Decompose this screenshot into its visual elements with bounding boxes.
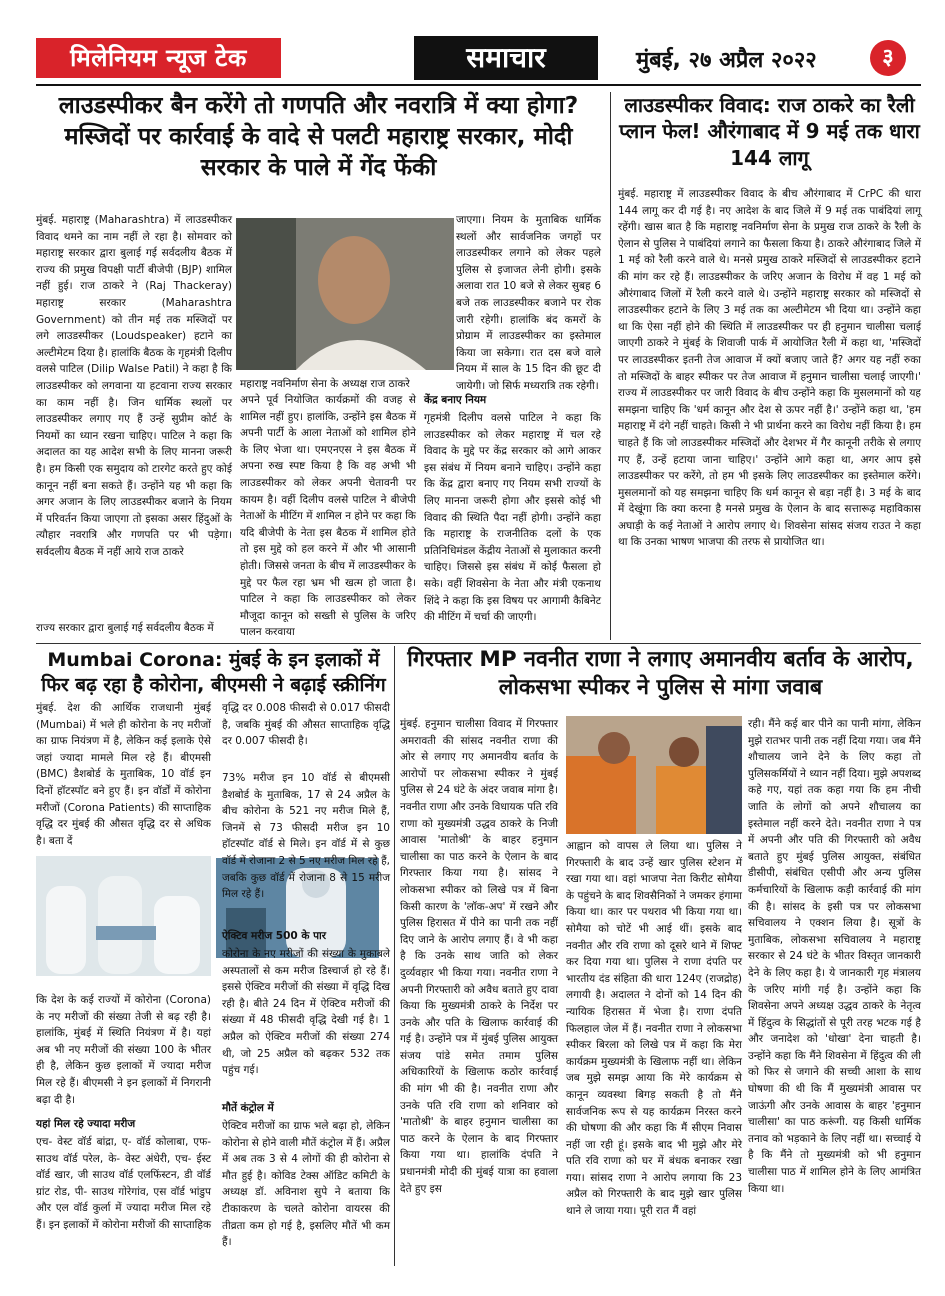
story1-subhead: केंद्र बनाए नियम xyxy=(424,394,487,406)
photo-caption: महाराष्ट्र नवनिर्माण सेना के अध्यक्ष राज ठाकरे xyxy=(240,378,410,390)
story3-subhead3: मौतें कंट्रोल में xyxy=(222,1102,274,1114)
story1-col3: गृहमंत्री दिलीप वलसे पाटिल ने कहा कि लाउडस्पीकर को लेकर महाराष्ट्र में चल रहे विवाद के मुद्दे पर केंद्र सरकार को आगे आकर इस संबंध में नियम बनाने चाहिए। उन्होंने कहा कि केंद्र द्वारा बनाए गए नियम सभी राज्यों के लिए मानना जरूरी होगा और इससे कोई भी विवाद की स्थिति पैदा नहीं होगी। उन्होंने कहा कि महाराष्ट्र के राजनीतिक दलों के एक प्रतिनिधिमंडल केंद्रीय नेताओं से मुलाकात करनी चाहिए। जिससे इस संबंध में कोई फैसला हो सके। वहीं शिवसेना के नेता और मंत्री एकनाथ शिंदे ने कहा कि इस विषय पर आगामी कैबिनेट की मीटिंग में चर्चा की जाएगी। xyxy=(424,412,601,624)
story3-col1-top: मुंबई. देश की आर्थिक राजधानी मुंबई (Mumbai) में भले ही कोरोना के नए मरीजों का ग्राफ नियंत्रण में है, लेकिन कई इलाके ऐसे जहां ज्यादा मामले मिल रहे हैं। बीएमसी (BMC) डैशबोर्ड के मुताबिक, 10 वॉर्ड इन दिनों हॉटस्पॉट बने हुए हैं। इन वॉर्डों में कोरोना मरीजों (Corona Patients) की साप्ताहिक वृद्धि दर मुंबई की औसत वृद्धि दर से अधिक है। बता दें xyxy=(36,702,211,847)
story1-col1-text: मुंबई. महाराष्ट्र (Maharashtra) में लाउडस्पीकर विवाद थमने का नाम नहीं ले रहा है। सोमवार को महाराष्ट्र सरकार द्वारा बुलाई गई सर्वदलीय बैठक में राज्य की प्रमुख विपक्षी पार्टी बीजेपी (BJP) शामिल नहीं हुई। राज ठाकरे ने (Raj Thackeray) महाराष्ट्र सरकार (Maharashtra Government) को तीन मई तक मस्जिदों पर लगे लाउडस्पीकर (Loudspeaker) हटाने का अल्टीमेटम दिया है। हालांकि बैठक के गृहमंत्री दिलीप वलसे पाटिल (Dilip Walse Patil) ने कहा है कि लाउडस्पीकर को लगवाना या हटवाना राज्य सरकार का काम नहीं है। जिन धार्मिक स्थलों पर लाउडस्पीकर लगाए गए हैं उन्हें सुप्रीम कोर्ट के नियमों का ध्यान रखना चाहिए। पाटिल ने कहा कि अदालत का यह आदेश सभी के लिए मानना जरूरी है। हम किसी एक समुदाय को टारगेट करते हुए कोई कानून नहीं बना सकते हैं। उन्होंने यह भी कहा कि अगर अजान के लिए लाउडस्पीकर बजाने के नियम में परिवर्तन किया जाएगा तो इसका असर हिंदुओं के त्यौहार नवरात्रि और गणपति पर भी पड़ेगा। सर्वदलीय बैठक में नहीं आये राज ठाकरे xyxy=(36,214,233,558)
story3-subhead1: यहां मिल रहे ज्यादा मरीज xyxy=(36,1118,136,1130)
column-divider xyxy=(394,646,395,1266)
story3-col2-p4: ऐक्टिव मरीजों का ग्राफ भले बढ़ा हो, लेकिन कोरोना से होने वाली मौतें कंट्रोल में हैं। अप्रैल में अब तक 3 से 4 लोगों की ही कोरोना से मौत हुई है। कोविड टेक्स ऑडिट कमिटी के अध्यक्ष डॉ. अविनाश सुपे ने बताया कि टीकाकरण के चलते कोरोना वायरस की तीव्रता कम हो गई है, इसलिए मौतें भी कम हैं। xyxy=(222,1120,390,1249)
story1-col1-tail: राज्य सरकार द्वारा बुलाई गई सर्वदलीय बैठक में xyxy=(36,622,214,634)
story3-col2-p3: कोरोना के नए मरीजों की संख्या के मुकाबले अस्पतालों से कम मरीज डिस्चार्ज हो रहे हैं। इससे ऐक्टिव मरीजों की संख्या में वृद्धि दिख रही है। बीते 24 दिन में ऐक्टिव मरीजों की संख्या में 48 फीसदी वृद्धि देखी गई है। 1 अप्रैल को ऐक्टिव मरीजों की संख्या 274 थी, जो 25 अप्रैल को बढ़कर 532 तक पहुंच गई। xyxy=(222,948,390,1077)
covid-screening-photo xyxy=(36,856,211,976)
photo-placeholder-icon xyxy=(236,218,454,370)
story3-col2-top: वृद्धि दर 0.008 फीसदी से 0.017 फीसदी है, जबकि मुंबई की औसत साप्ताहिक वृद्धि दर 0.007 फीसदी है। xyxy=(222,702,390,748)
photo-placeholder-icon xyxy=(36,856,211,976)
column-divider xyxy=(610,92,611,640)
story3-col1-list: एच- वेस्ट वॉर्ड बांद्रा, ए- वॉर्ड कोलाबा, एफ- साउथ वॉर्ड परेल, के- वेस्ट अंधेरी, एच- ईस्ट वॉर्ड खार, जी साउथ वॉर्ड एलफिंस्टन, डी वॉर्ड ग्रांट रोड, पी- साउथ गोरेगांव, एस वॉर्ड भांडुप और एल वॉर्ड कुर्ला में ज्यादा मरीज मिल रहे हैं। इन इलाकों में कोरोना मरीजों की साप्ताहिक xyxy=(36,1136,212,1231)
story4-col2: आह्वान को वापस ले लिया था। पुलिस ने गिरफ्तारी के बाद उन्हें खार पुलिस स्टेशन में रखा गया था। वहां भाजपा नेता किरीट सोमैया के पहुंचने के बाद शिवसैनिकों ने जमकर हंगामा किया था। कार पर पथराव भी किया गया था। सोमैया को चोटें भी आई थीं। इसके बाद नवनीत और रवि राणा को दूसरे थाने में शिफ्ट कर दिया गया था। पुलिस ने राणा दंपति पर भारतीय दंड संहिता की धारा 124ए (राजद्रोह) लगायी है। अदालत ने दोनों को 14 दिन की न्यायिक हिरासत में भेजा है। राणा दंपति फिलहाल जेल में हैं। नवनीत राणा ने लोकसभा स्पीकर बिरला को लिखे पत्र में कहा कि मेरा कार्यक्रम मुख्यमंत्री के खिलाफ नहीं था। लेकिन जब मुझे समझ आया कि मेरे कार्यक्रम से कानून व्यवस्था बिगड़ सकती है तो मैंने सार्वजनिक रूप से यह कार्यक्रम निरस्त करने की घोषणा की और कहा कि मैं सीएम निवास नहीं जा रही हूं। इसके बाद भी मुझे और मेरे पति रवि राणा को घर में बंधक बनाकर रखा गया। सांसद राणा ने आरोप लगाया कि 23 अप्रैल को गिरफ्तारी के बाद मुझे खार पुलिस थाने ले जाया गया। पूरी रात मैं वहां xyxy=(566,840,742,1218)
story4-headline: गिरफ्तार MP नवनीत राणा ने लगाए अमानवीय बर्ताव के आरोप, लोकसभा स्पीकर ने पुलिस से मांगा जवाब xyxy=(407,647,914,701)
story1-col1 xyxy=(36,212,232,628)
story1-headline: लाउडस्पीकर बैन करेंगे तो गणपति और नवरात्रि में क्या होगा? मस्जिदों पर कार्रवाई के वादे से पलटी महाराष्ट्र सरकार, मोदी सरकार के पाले में गेंद फेंकी xyxy=(58,91,579,182)
story3-subhead2: ऐक्टिव मरीज 500 के पार xyxy=(222,930,327,942)
photo-placeholder-icon xyxy=(566,716,742,834)
section-title: समाचार xyxy=(414,36,598,80)
section-divider xyxy=(36,643,921,644)
date-line: मुंबई, २७ अप्रैल २०२२ xyxy=(636,48,817,73)
story2-body: मुंबई. महाराष्ट्र में लाउडस्पीकर विवाद के बीच औरंगाबाद में CrPC की धारा 144 लागू कर दी गई है। नए आदेश के बाद जिले में 9 मई तक पाबंदियां लागू रहेंगी। खास बात है कि महाराष्ट्र नवनिर्माण सेना के प्रमुख राज ठाकरे के रैली के ऐलान से पुलिस ने पाबंदियां लगाने का फैसला किया है। ठाकरे औरंगाबाद जिले में 1 मई को रैली करने वाले थे। मनसे प्रमुख ठाकरे मस्जिदों से लाउडस्पीकर हटाने की मांग कर रहे हैं। लाउडस्पीकर के जरिए अजान के विरोध में वह 1 मई को औरंगाबाद जिलों में रैली करने वाले थे। उन्होंने महाराष्ट्र सरकार को मस्जिदों से लाउडस्पीकर हटाने के लिए 3 मई तक का अल्टीमेटम भी दिया था। उन्होंने कहा था कि ऐसा नहीं होने की स्थिति में लाउडस्पीकर पर ही हनुमान चालीसा चलाई जाएगी ठाकरे ने मुंबई के शिवाजी पार्क में आयोजित रैली में कहा था, 'मस्जिदों पर लाउडस्पीकर इतनी तेज आवाज में क्यों बजाए जाते हैं? अगर यह नहीं रुका तो मस्जिदों के बाहर स्पीकर पर तेज आवाज में हनुमान चालीसा चलाई जाएगी।' राज्य में लाउडस्पीकर पर जारी विवाद के बीच उन्होंने कहा कि मुसलमानों को यह समझना चाहिए कि 'धर्म कानून और देश से ऊपर नहीं है।' उन्होंने कहा था, 'हम महाराष्ट्र में दंगे नहीं चाहते। किसी ने भी प्रार्थना करने का विरोध नहीं किया है। हम चाहते हैं कि जो लाउडस्पीकर मस्जिदों और देशभर में गैर कानूनी तरीके से लगाए गए हैं, उन्हें हटाया जाना चाहिए।' उन्होंने आगे कहा था, अगर आप इसे लाउडस्पीकर पर करेंगे, तो हम भी इसके लिए लाउडस्पीकर का इस्तेमाल करेंगे। मुसलमानों को यह समझना चाहिए कि धर्म कानून से बड़ा नहीं है। 3 मई के बाद में देखूंगा कि क्या करना है मनसे प्रमुख के ऐलान के बाद सत्तारूढ़ महाविकास अघाड़ी के कई नेताओं ने आरोप लगाए थे। शिवसेना सांसद संजय राउत ने कहा था कि उनका भाषण भाजपा की तरफ से प्रायोजित था। xyxy=(618,188,921,549)
masthead-rule xyxy=(36,84,921,86)
navneet-rana-photo xyxy=(566,716,742,834)
story1-col3-top: जाएगा। नियम के मुताबिक धार्मिक स्थलों और सार्वजनिक जगहों पर लाउडस्पीकर लगाने को लेकर पहले पुलिस से इजाजत लेनी होगी। इसके अलावा रात 10 बजे से लेकर सुबह 6 बजे तक लाउडस्पीकर बजाने पर रोक जारी रहेगी। हालांकि बंद कमरों के प्रोग्राम में लाउडस्पीकर का इस्तेमाल किया जा सकेगा। रात दस बजे वाले नियम में साल के 15 दिन की छूट दी जायेगी। जो सिर्फ मध्यरात्रि तक रहेगी। xyxy=(456,214,601,392)
paper-name: मिलेनियम न्यूज टेक xyxy=(36,38,281,78)
raj-thackeray-photo xyxy=(236,218,454,370)
masthead xyxy=(36,36,921,80)
story4-col3: रही। मैंने कई बार पीने का पानी मांगा, लेकिन मुझे रातभर पानी तक नहीं दिया गया। जब मैंने शौचालय जाने देने के लिए कहा तो पुलिसकर्मियों ने ध्यान नहीं दिया। मुझे अपशब्द कहे गए, यहां तक कहा गया कि हम नीची जाति के लोगों को अपने शौचालय का इस्तेमाल नहीं करने देते। नवनीत राणा ने पत्र में अपनी और पति की गिरफ्तारी को अवैध बताते हुए मुंबई पुलिस आयुक्त, संबंधित डीसीपी, संबंधित एसीपी और अन्य पुलिस कर्मचारियों के खिलाफ कड़ी कार्रवाई की मांग की है। सांसद के इसी पत्र पर लोकसभा सचिवालय ने एक्शन लिया है। सूत्रों के मुताबिक, लोकसभा सचिवालय ने महाराष्ट्र सरकार से 24 घंटे के भीतर विस्तृत जानकारी देने के लिए कहा है। ये जानकारी गृह मंत्रालय के जरिए मांगी गई है। उन्होंने कहा कि शिवसेना अपने अध्यक्ष उद्धव ठाकरे के नेतृत्व में हिंदुत्व के सिद्धांतों से पूरी तरह भटक गई है और जनादेश को 'धोखा' देना चाहती है। उन्होंने कहा कि मैंने शिवसेना में हिंदुत्व की ली को फिर से जगाने की सच्ची आशा के साथ घोषणा की थी कि मैं मुख्यमंत्री आवास पर जाऊंगी और उनके आवास के बाहर 'हनुमान चालीसा' का पाठ करूंगी. यह किसी धार्मिक तनाव को भड़काने के लिए नहीं था। सच्चाई ये है कि मैंने तो मुख्यमंत्री को भी हनुमान चालीसा पाठ में शामिल होने के लिए आमंत्रित किया था। xyxy=(748,718,921,1195)
story4-col1: मुंबई. हनुमान चालीसा विवाद में गिरफ्तार अमरावती की सांसद नवनीत राणा की ओर से लगाए गए अमानवीय बर्ताव के आरोपों पर लोकसभा स्पीकर ने मुंबई पुलिस से 24 घंटे के अंदर जवाब मांगा है। नवनीत राणा और उनके विधायक पति रवि राणा को मुख्यमंत्री उद्धव ठाकरे के निजी आवास 'मातोश्री' के बाहर हनुमान चालीसा का पाठ करने के ऐलान के बाद गिरफ्तार किया गया है। सांसद ने लोकसभा स्पीकर को लिखे पत्र में बिना किसी कारण के 'लॉक-अप' में रखने और पुलिस हिरासत में पीने का पानी तक नहीं दिए जाने के आरोप लगाए हैं। वे भी कहा है कि उनके साथ जाति को लेकर दुर्व्यवहार भी किया गया। नवनीत राणा ने अपनी गिरफ्तारी को अवैध बताते हुए दावा किया कि मुख्यमंत्री ठाकरे के निर्देश पर उनके और पति के खिलाफ कार्रवाई की गई है। उन्होंने पत्र में मुंबई पुलिस आयुक्त संजय पांडे समेत तमाम पुलिस अधिकारियों के खिलाफ कठोर कार्रवाई की मांग भी की है। नवनीत राणा और उनके पति रवि राणा को शनिवार को 'मातोश्री' के बाहर हनुमान चालीसा का पाठ करने के ऐलान के बाद गिरफ्तार किया गया था। हालांकि दंपति ने प्रधानमंत्री मोदी की मुंबई यात्रा का हवाला देते हुए इस xyxy=(400,718,558,1195)
story3-col2-p2: 73% मरीज इन 10 वॉर्ड से बीएमसी डैशबोर्ड के मुताबिक, 17 से 24 अप्रैल के बीच कोरोना के 521 नए मरीज मिले हैं, जिनमें से 73 फीसदी मरीज इन 10 हॉटस्पॉट वॉर्ड से मिले। इन वॉर्ड में से कुछ वॉर्ड में रोजाना 2 से 5 नए मरीज मिल रहे हैं, जबकि कुछ वॉर्ड में रोजाना 8 से 15 मरीज मिल रहे हैं। xyxy=(222,772,390,901)
story3-headline: Mumbai Corona: मुंबई के इन इलाकों में फिर बढ़ रहा है कोरोना, बीएमसी ने बढ़ाई स्क्रीनिंग xyxy=(41,649,386,697)
story1-col2: अपने पूर्व नियोजित कार्यक्रमों की वजह से शामिल नहीं हुए। हालांकि, उन्होंने इस बैठक में अपनी पार्टी के आला नेताओं को शामिल होने के लिए भेजा था। एमएनएस ने इस बैठक में अपना रुख स्पष्ट किया है कि वह अभी भी लाउडस्पीकर को लेकर अपनी चेतावनी पर कायम है। वहीं दिलीप वलसे पाटिल ने बीजेपी नेताओं के मीटिंग में शामिल न होने पर कहा कि यदि बीजेपी के नेता इस बैठक में शामिल होते तो इस मुद्दे को हल करने में और भी आसानी होती। जिससे जनता के बीच में लाउडस्पीकर के मुद्दे पर फैल रहा भ्रम भी खत्म हो जाता है। पाटिल ने कहा कि लाउडस्पीकर को लेकर मौजूदा कानून को सख्ती से पुलिस के जरिए पालन करवाया xyxy=(240,394,416,639)
page-number: ३ xyxy=(870,40,906,76)
story2-headline: लाउडस्पीकर विवाद: राज ठाकरे का रैली प्लान फेल! औरंगाबाद में 9 मई तक धारा 144 लागू xyxy=(619,93,920,170)
story3-col1-bottom: कि देश के कई राज्यों में कोरोना (Corona) के नए मरीजों की संख्या तेजी से बढ़ रही है। हालांकि, मुंबई में स्थिति नियंत्रण में है। यहां अब भी नए मरीजों की संख्या 100 के भीतर ही है, लेकिन कुछ इलाकों में ज्यादा मरीज मिल रहे हैं। बीएमसी ने इन इलाकों में निगरानी बढ़ा दी है। xyxy=(36,994,211,1106)
